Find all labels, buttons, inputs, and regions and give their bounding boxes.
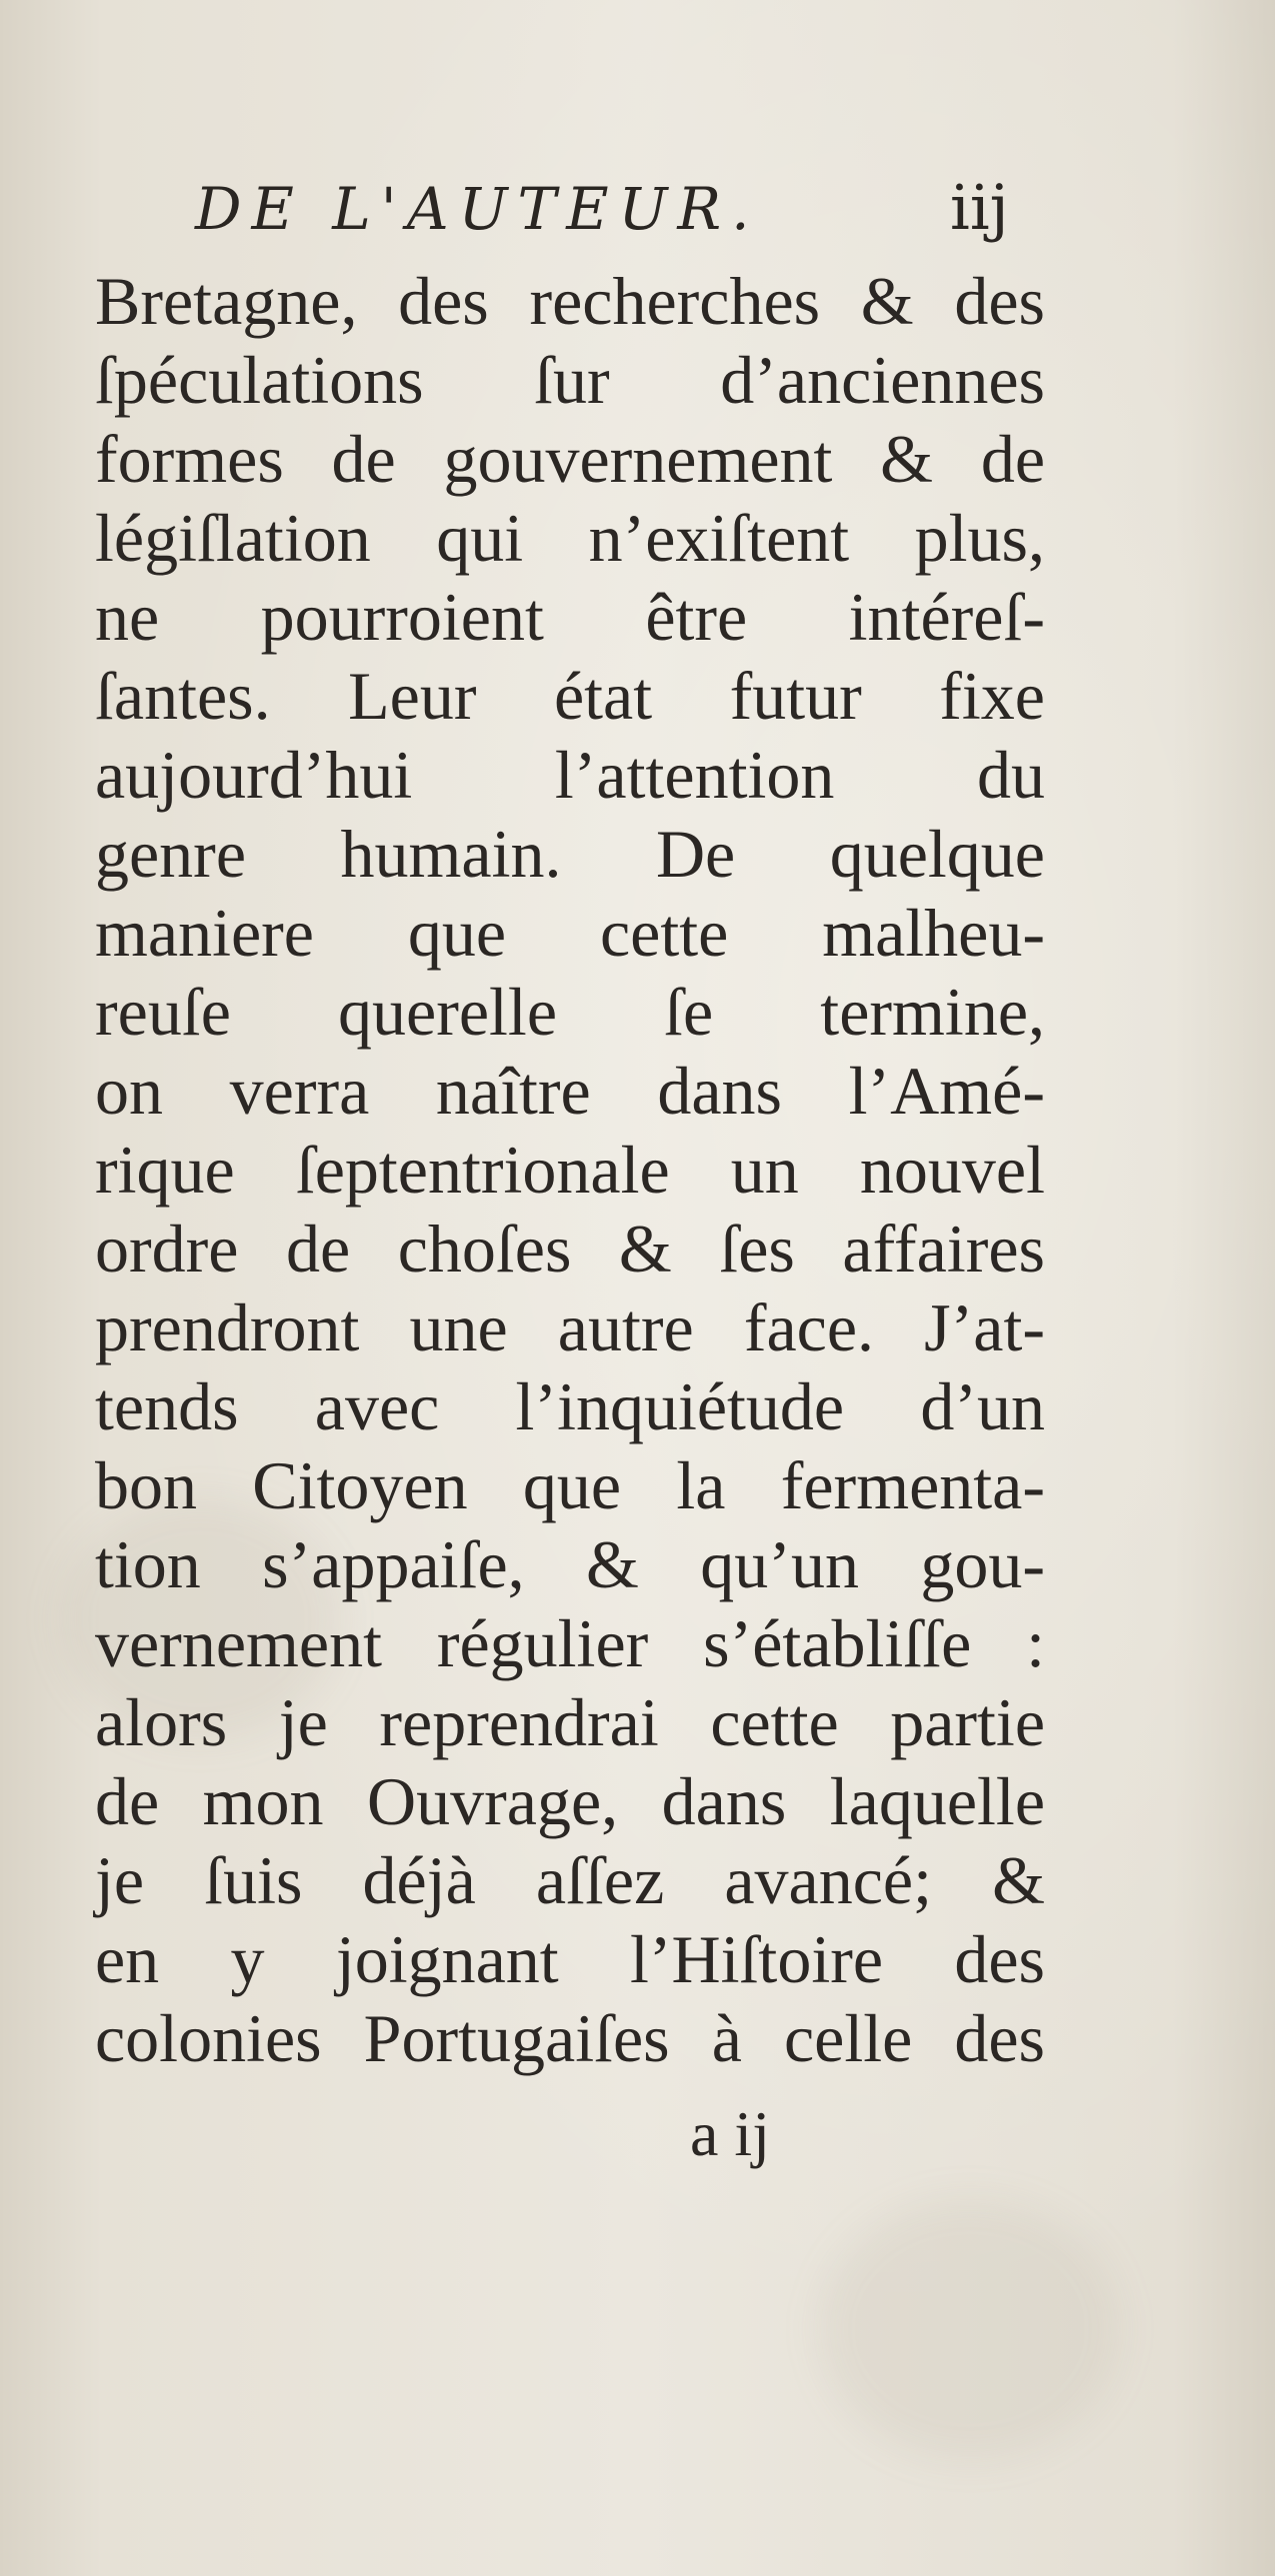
text-line: en y joignant l’Hiſtoire des <box>95 1921 1045 1997</box>
text-line: rique ſeptentrionale un nouvel <box>95 1132 1045 1208</box>
text-line: vernement régulier s’établiſſe : <box>95 1605 1045 1681</box>
text-line: maniere que cette malheu- <box>95 895 1045 971</box>
body-text <box>95 262 1045 2078</box>
running-head: DE L'AUTEUR. <box>195 175 760 243</box>
text-line: légiſlation qui n’exiſtent plus, <box>95 500 1045 576</box>
text-line: ſpéculations ſur d’anciennes <box>95 342 1045 418</box>
text-line: on verra naître dans l’Amé- <box>95 1053 1045 1129</box>
text-line: genre humain. De quelque <box>95 816 1045 892</box>
page-header <box>195 165 1055 255</box>
text-line: alors je reprendrai cette partie <box>95 1684 1045 1760</box>
text-line: tends avec l’inquiétude d’un <box>95 1368 1045 1444</box>
text-line: tion s’appaiſe, & qu’un gou- <box>95 1526 1045 1602</box>
text-line: reuſe querelle ſe termine, <box>95 974 1045 1050</box>
signature-mark: a ij <box>690 2098 770 2169</box>
text-line: colonies Portugaiſes à celle des <box>95 2000 1045 2076</box>
text-line: formes de gouvernement & de <box>95 421 1045 497</box>
text-line: ne pourroient être intéreſ- <box>95 579 1045 655</box>
text-line: bon Citoyen que la fermenta- <box>95 1447 1045 1523</box>
text-line: prendront une autre face. J’at- <box>95 1289 1045 1365</box>
text-line: de mon Ouvrage, dans laquelle <box>95 1763 1045 1839</box>
text-line: je ſuis déjà aſſez avancé; & <box>95 1842 1045 1918</box>
text-line: ordre de choſes & ſes affaires <box>95 1211 1045 1287</box>
text-line: aujourd’hui l’attention du <box>95 737 1045 813</box>
page-number: iij <box>950 171 1009 244</box>
text-line: Bretagne, des recherches & des <box>95 263 1045 339</box>
text-line: ſantes. Leur état futur fixe <box>95 658 1045 734</box>
paper-stain <box>820 2199 1120 2459</box>
